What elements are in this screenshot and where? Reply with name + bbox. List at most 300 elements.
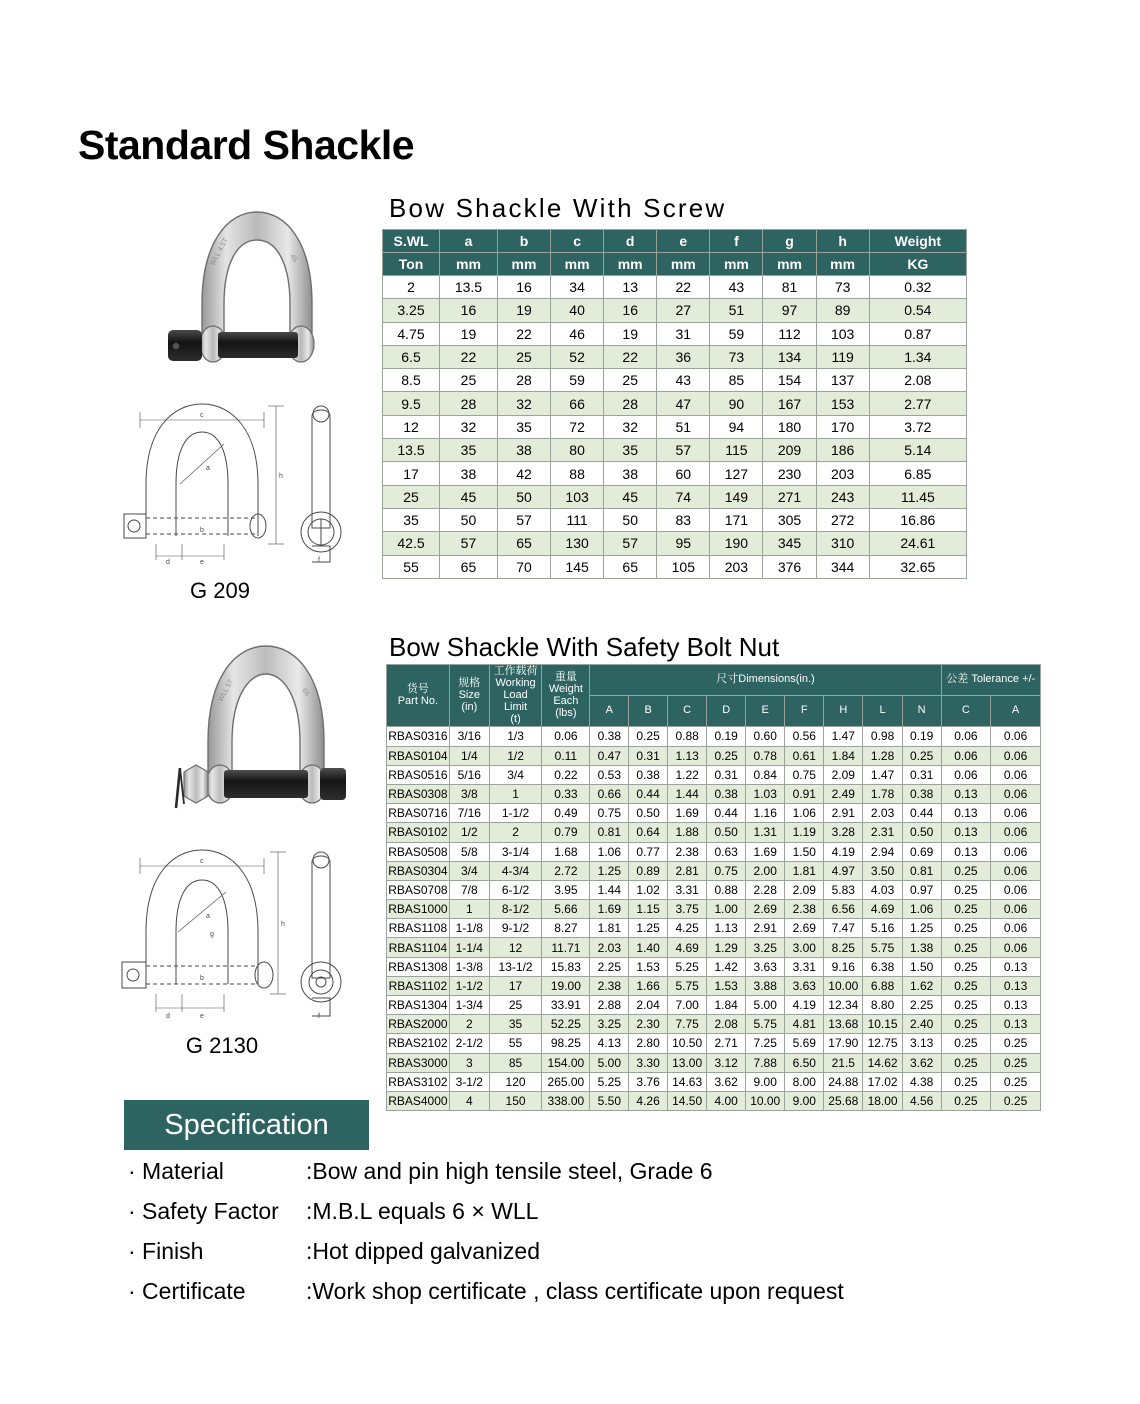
table-cell: 2.04 — [629, 996, 668, 1015]
specification-item-label: · Safety Factor — [128, 1198, 279, 1224]
table-cell: 1.31 — [746, 823, 785, 842]
table-cell: 0.22 — [542, 765, 590, 784]
table-cell: 1.47 — [824, 727, 863, 746]
table-cell: 1.28 — [863, 746, 902, 765]
table-cell: 0.50 — [707, 823, 746, 842]
table-cell: 0.44 — [707, 804, 746, 823]
table-cell: 1.47 — [863, 765, 902, 784]
table-cell: 3.76 — [629, 1072, 668, 1091]
table-cell: 134 — [763, 345, 816, 368]
table-cell: 2.77 — [869, 392, 966, 415]
table-cell: 25 — [440, 369, 498, 392]
table-cell: 1.25 — [590, 861, 629, 880]
table-cell: 2.38 — [785, 900, 824, 919]
table-cell: 1.02 — [629, 880, 668, 899]
table-cell: 0.63 — [707, 842, 746, 861]
svg-text:WLL 4.5T: WLL 4.5T — [209, 237, 230, 267]
table-cell: 27 — [657, 299, 710, 322]
th-dim-a: A — [590, 696, 629, 727]
th-dim-l: L — [863, 696, 902, 727]
table-row — [383, 439, 967, 462]
table-cell: 5/16 — [449, 765, 489, 784]
table-cell: 12.34 — [824, 996, 863, 1015]
table-cell: 85 — [489, 1053, 542, 1072]
table-row — [383, 276, 967, 299]
table-cell: 3.88 — [746, 976, 785, 995]
th-dim-h: H — [824, 696, 863, 727]
table-cell: 2.03 — [590, 938, 629, 957]
table-cell: 32.65 — [869, 555, 966, 578]
table-cell: 4.19 — [824, 842, 863, 861]
table-cell: 51 — [710, 299, 763, 322]
table-cell: 85 — [710, 369, 763, 392]
table-cell: 5.25 — [590, 1072, 629, 1091]
table-cell: 11.45 — [869, 485, 966, 508]
table-row — [387, 938, 1041, 957]
table-cell: 1-3/4 — [449, 996, 489, 1015]
table-cell: 52.25 — [542, 1015, 590, 1034]
table-cell: RBAS1000 — [387, 900, 450, 919]
table-cell: 0.81 — [902, 861, 941, 880]
table-cell: 2.40 — [902, 1015, 941, 1034]
table-cell: 0.54 — [869, 299, 966, 322]
table-row — [387, 842, 1041, 861]
table-cell: 150 — [489, 1091, 542, 1110]
table-cell: 1.13 — [668, 746, 707, 765]
table-cell: 1.00 — [707, 900, 746, 919]
table-cell: 13.00 — [668, 1053, 707, 1072]
table-row — [383, 532, 967, 555]
table-cell: RBAS0508 — [387, 842, 450, 861]
table-cell: 154.00 — [542, 1053, 590, 1072]
table-cell: 1-3/8 — [449, 957, 489, 976]
table-cell: 4.38 — [902, 1072, 941, 1091]
table-cell: 5.00 — [746, 996, 785, 1015]
table-cell: 3.25 — [746, 938, 785, 957]
table-cell: 36 — [657, 345, 710, 368]
table-cell: 59 — [710, 322, 763, 345]
table-cell: 344 — [816, 555, 869, 578]
table-cell: 2.81 — [668, 861, 707, 880]
table-cell: 3.75 — [668, 900, 707, 919]
table-cell: 4.75 — [383, 322, 440, 345]
table-cell: 7.00 — [668, 996, 707, 1015]
table-cell: 0.50 — [629, 804, 668, 823]
table-cell: 105 — [657, 555, 710, 578]
table-cell: 10.00 — [824, 976, 863, 995]
table-cell: RBAS0308 — [387, 784, 450, 803]
table-cell: 34 — [551, 276, 604, 299]
table-cell: 16.86 — [869, 508, 966, 531]
table-cell: 98.25 — [542, 1034, 590, 1053]
table-cell: 0.06 — [991, 784, 1041, 803]
table-cell: 24.61 — [869, 532, 966, 555]
table-cell: 0.44 — [902, 804, 941, 823]
table-cell: 88 — [551, 462, 604, 485]
table-cell: 0.25 — [941, 919, 991, 938]
table-cell: 6.88 — [863, 976, 902, 995]
table-cell: 1.40 — [629, 938, 668, 957]
th-unit-f: mm — [710, 253, 763, 276]
table-cell: 120 — [489, 1072, 542, 1091]
table-cell: 4.00 — [707, 1091, 746, 1110]
table-cell: 119 — [816, 345, 869, 368]
table-row — [383, 299, 967, 322]
table-cell: 3.25 — [590, 1015, 629, 1034]
svg-text:45: 45 — [288, 253, 299, 264]
table-cell: 0.06 — [542, 727, 590, 746]
table-cell: 1.29 — [707, 938, 746, 957]
th-unit-d: mm — [604, 253, 657, 276]
table-cell: 12.75 — [863, 1034, 902, 1053]
table-screw-header-row-1 — [383, 230, 967, 253]
th-weight-each: 重量 Weight Each (lbs) — [542, 665, 590, 727]
table-cell: 42.5 — [383, 532, 440, 555]
table-cell: 265.00 — [542, 1072, 590, 1091]
table-row — [387, 1034, 1041, 1053]
table-cell: 1.06 — [902, 900, 941, 919]
table-cell: 22 — [604, 345, 657, 368]
table-cell: 89 — [816, 299, 869, 322]
model-label-g209: G 209 — [190, 578, 250, 603]
table-cell: 2.91 — [824, 804, 863, 823]
table-cell: 0.75 — [707, 861, 746, 880]
table-cell: 57 — [440, 532, 498, 555]
table-cell: 6.5 — [383, 345, 440, 368]
table-cell: 42 — [497, 462, 550, 485]
table-cell: RBAS4000 — [387, 1091, 450, 1110]
specification-banner: Specification — [124, 1100, 369, 1150]
table-bolt-header-row-1 — [387, 665, 1041, 696]
table-bolt-body — [387, 727, 1041, 1111]
table-cell: 94 — [710, 415, 763, 438]
th-unit-b: mm — [497, 253, 550, 276]
table-cell: 25 — [489, 996, 542, 1015]
table-cell: 2.08 — [869, 369, 966, 392]
svg-text:f: f — [318, 1013, 320, 1020]
table-cell: 17 — [383, 462, 440, 485]
th-f: f — [710, 230, 763, 253]
table-cell: 3.31 — [668, 880, 707, 899]
specification-item — [128, 1278, 1028, 1318]
table-row — [387, 861, 1041, 880]
table-cell: 28 — [604, 392, 657, 415]
table-cell: 0.25 — [629, 727, 668, 746]
table-cell: 0.25 — [941, 1091, 991, 1110]
th-weight: Weight — [869, 230, 966, 253]
table-row — [383, 322, 967, 345]
table-cell: 3-1/2 — [449, 1072, 489, 1091]
table-cell: 4.03 — [863, 880, 902, 899]
table-cell: 3-1/4 — [489, 842, 542, 861]
table-cell: 180 — [763, 415, 816, 438]
table-cell: 12 — [383, 415, 440, 438]
table-cell: 1.84 — [707, 996, 746, 1015]
table-cell: 35 — [497, 415, 550, 438]
table-cell: 0.06 — [991, 938, 1041, 957]
table-screw-header-row-2 — [383, 253, 967, 276]
th-group-dimensions: 尺寸Dimensions(in.) — [590, 665, 941, 696]
table-screw-head — [383, 230, 967, 276]
table-cell: 50 — [440, 508, 498, 531]
specification-item-value: :Work shop certificate , class certificate upon request — [306, 1278, 844, 1304]
table-cell: 1.69 — [668, 804, 707, 823]
table-cell: 4.19 — [785, 996, 824, 1015]
table-cell: 3.95 — [542, 880, 590, 899]
th-g: g — [763, 230, 816, 253]
table-cell: 46 — [551, 322, 604, 345]
table-cell: 35 — [383, 508, 440, 531]
specification-item — [128, 1198, 1028, 1238]
table-cell: 186 — [816, 439, 869, 462]
th-unit-g: mm — [763, 253, 816, 276]
table-cell: 35 — [604, 439, 657, 462]
th-unit-e: mm — [657, 253, 710, 276]
table-cell: 0.49 — [542, 804, 590, 823]
table-cell: 83 — [657, 508, 710, 531]
table-row — [383, 462, 967, 485]
table-cell: 1.13 — [707, 919, 746, 938]
table-row — [387, 1015, 1041, 1034]
specification-item-label: · Material — [128, 1158, 224, 1184]
svg-text:d: d — [166, 559, 170, 564]
table-cell: 203 — [710, 555, 763, 578]
table-cell: 0.25 — [902, 746, 941, 765]
table-cell: 4.56 — [902, 1091, 941, 1110]
th-dim-n: N — [902, 696, 941, 727]
table-cell: 21.5 — [824, 1053, 863, 1072]
table-cell: RBAS0708 — [387, 880, 450, 899]
table-cell: 18.00 — [863, 1091, 902, 1110]
table-cell: 0.89 — [629, 861, 668, 880]
table-row — [383, 369, 967, 392]
table-cell: 0.25 — [941, 957, 991, 976]
table-cell: 73 — [816, 276, 869, 299]
table-cell: 95 — [657, 532, 710, 555]
table-cell: RBAS3000 — [387, 1053, 450, 1072]
table-cell: 0.06 — [991, 823, 1041, 842]
table-cell: 32 — [497, 392, 550, 415]
table-cell: 4 — [449, 1091, 489, 1110]
table-cell: 40 — [551, 299, 604, 322]
table-cell: RBAS0316 — [387, 727, 450, 746]
table-cell: 5.83 — [824, 880, 863, 899]
table-cell: 7.47 — [824, 919, 863, 938]
specification-item-label: · Certificate — [128, 1278, 246, 1304]
table-cell: 0.98 — [863, 727, 902, 746]
table-cell: 1.50 — [902, 957, 941, 976]
table-cell: 38 — [497, 439, 550, 462]
table-cell: 35 — [489, 1015, 542, 1034]
table-cell: 1.42 — [707, 957, 746, 976]
table-cell: 5/8 — [449, 842, 489, 861]
table-cell: 0.13 — [941, 804, 991, 823]
table-cell: 271 — [763, 485, 816, 508]
table-cell: RBAS2102 — [387, 1034, 450, 1053]
table-cell: RBAS1304 — [387, 996, 450, 1015]
th-e: e — [657, 230, 710, 253]
table-row — [387, 823, 1041, 842]
th-swl: S.WL — [383, 230, 440, 253]
table-cell: 25 — [604, 369, 657, 392]
table-cell: 5.00 — [590, 1053, 629, 1072]
table-cell: 1.68 — [542, 842, 590, 861]
table-cell: 0.06 — [991, 861, 1041, 880]
svg-text:g: g — [210, 931, 214, 938]
table-cell: 1/3 — [489, 727, 542, 746]
table-cell: 25 — [383, 485, 440, 508]
table-cell: 338.00 — [542, 1091, 590, 1110]
th-dim-e: E — [746, 696, 785, 727]
table-cell: 2.09 — [824, 765, 863, 784]
table-cell: 51 — [657, 415, 710, 438]
table-row — [387, 784, 1041, 803]
table-cell: 45 — [604, 485, 657, 508]
th-dim-d: D — [707, 696, 746, 727]
table-cell: 3.62 — [902, 1053, 941, 1072]
table-cell: 14.63 — [668, 1072, 707, 1091]
table-cell: 7.75 — [668, 1015, 707, 1034]
section-title-bow-shackle-with-screw: Bow Shackle With Screw — [389, 193, 727, 223]
table-cell: 2.25 — [902, 996, 941, 1015]
th-group-tolerance: 公差 Tolerance +/- — [941, 665, 1040, 696]
table-row — [387, 957, 1041, 976]
table-row — [387, 996, 1041, 1015]
table-cell: 1-1/8 — [449, 919, 489, 938]
table-cell: 14.62 — [863, 1053, 902, 1072]
table-row — [383, 415, 967, 438]
table-cell: 70 — [497, 555, 550, 578]
table-cell: 127 — [710, 462, 763, 485]
th-tol-c: C — [941, 696, 991, 727]
table-cell: 130 — [551, 532, 604, 555]
table-cell: RBAS0716 — [387, 804, 450, 823]
bow-shackle-safety-bolt-nut-photo — [150, 632, 382, 822]
svg-text:a: a — [206, 465, 210, 472]
table-cell: 4.97 — [824, 861, 863, 880]
table-cell: 38 — [604, 462, 657, 485]
table-cell: 3.63 — [785, 976, 824, 995]
table-cell: 1.81 — [590, 919, 629, 938]
table-cell: 25.68 — [824, 1091, 863, 1110]
table-cell: 149 — [710, 485, 763, 508]
th-size: 规格 Size (in) — [449, 665, 489, 727]
table-cell: 376 — [763, 555, 816, 578]
table-row — [387, 900, 1041, 919]
table-cell: 137 — [816, 369, 869, 392]
table-cell: 3.25 — [383, 299, 440, 322]
page-title: Standard Shackle — [78, 122, 415, 168]
table-cell: 0.06 — [991, 727, 1041, 746]
table-cell: 115 — [710, 439, 763, 462]
table-cell: 230 — [763, 462, 816, 485]
table-cell: 97 — [763, 299, 816, 322]
table-cell: 0.78 — [746, 746, 785, 765]
svg-text:h: h — [281, 921, 285, 928]
table-cell: 1-1/2 — [489, 804, 542, 823]
table-cell: 0.91 — [785, 784, 824, 803]
table-cell: 0.56 — [785, 727, 824, 746]
table-cell: 0.13 — [941, 842, 991, 861]
table-cell: 111 — [551, 508, 604, 531]
table-cell: 4.69 — [668, 938, 707, 957]
svg-text:c: c — [200, 858, 204, 865]
table-cell: 25 — [497, 345, 550, 368]
table-cell: 5.25 — [668, 957, 707, 976]
table-cell: 1.84 — [824, 746, 863, 765]
table-cell: 4.25 — [668, 919, 707, 938]
table-cell: 0.25 — [941, 861, 991, 880]
svg-text:b: b — [200, 975, 204, 982]
table-cell: 5.75 — [668, 976, 707, 995]
th-b: b — [497, 230, 550, 253]
table-cell: 8.27 — [542, 919, 590, 938]
table-cell: 0.88 — [668, 727, 707, 746]
table-row — [387, 919, 1041, 938]
table-cell: 12 — [489, 938, 542, 957]
table-cell: 0.75 — [590, 804, 629, 823]
table-cell: 145 — [551, 555, 604, 578]
table-cell: 0.97 — [902, 880, 941, 899]
table-cell: 11.71 — [542, 938, 590, 957]
table-cell: 35 — [440, 439, 498, 462]
table-cell: 0.25 — [991, 1034, 1041, 1053]
table-cell: 3.00 — [785, 938, 824, 957]
table-cell: 9-1/2 — [489, 919, 542, 938]
table-cell: 19 — [440, 322, 498, 345]
table-cell: 2.08 — [707, 1015, 746, 1034]
table-cell: 0.06 — [991, 765, 1041, 784]
table-cell: 1.15 — [629, 900, 668, 919]
table-cell: 7.25 — [746, 1034, 785, 1053]
specification-item-label: · Finish — [128, 1238, 204, 1264]
table-cell: 1/2 — [489, 746, 542, 765]
table-cell: RBAS1308 — [387, 957, 450, 976]
table-cell: 22 — [440, 345, 498, 368]
table-cell: 3.50 — [863, 861, 902, 880]
specification-item-value: :Bow and pin high tensile steel, Grade 6 — [306, 1158, 713, 1184]
th-unit-h: mm — [816, 253, 869, 276]
table-cell: 0.81 — [590, 823, 629, 842]
table-cell: 0.77 — [629, 842, 668, 861]
table-cell: 0.44 — [629, 784, 668, 803]
table-cell: 1.69 — [590, 900, 629, 919]
specification-item-value: :M.B.L equals 6 × WLL — [306, 1198, 539, 1224]
table-cell: 59 — [551, 369, 604, 392]
table-cell: 16 — [440, 299, 498, 322]
table-cell: 2.88 — [590, 996, 629, 1015]
table-cell: 1.19 — [785, 823, 824, 842]
table-cell: 0.06 — [941, 746, 991, 765]
table-cell: 0.13 — [991, 957, 1041, 976]
table-cell: 8.5 — [383, 369, 440, 392]
bow-shackle-with-screw-pin-photo — [140, 196, 375, 374]
table-cell: 4.26 — [629, 1091, 668, 1110]
table-cell: 0.61 — [785, 746, 824, 765]
table-cell: 28 — [440, 392, 498, 415]
table-cell: 0.25 — [941, 1034, 991, 1053]
table-cell: 16 — [604, 299, 657, 322]
table-cell: 1.03 — [746, 784, 785, 803]
table-row — [387, 765, 1041, 784]
table-cell: 8.25 — [824, 938, 863, 957]
table-bow-shackle-with-safety-bolt-nut — [386, 664, 1041, 1111]
table-cell: 1.50 — [785, 842, 824, 861]
table-cell: 1.53 — [629, 957, 668, 976]
table-cell: 0.38 — [590, 727, 629, 746]
table-cell: 1.06 — [590, 842, 629, 861]
table-cell: 15.83 — [542, 957, 590, 976]
